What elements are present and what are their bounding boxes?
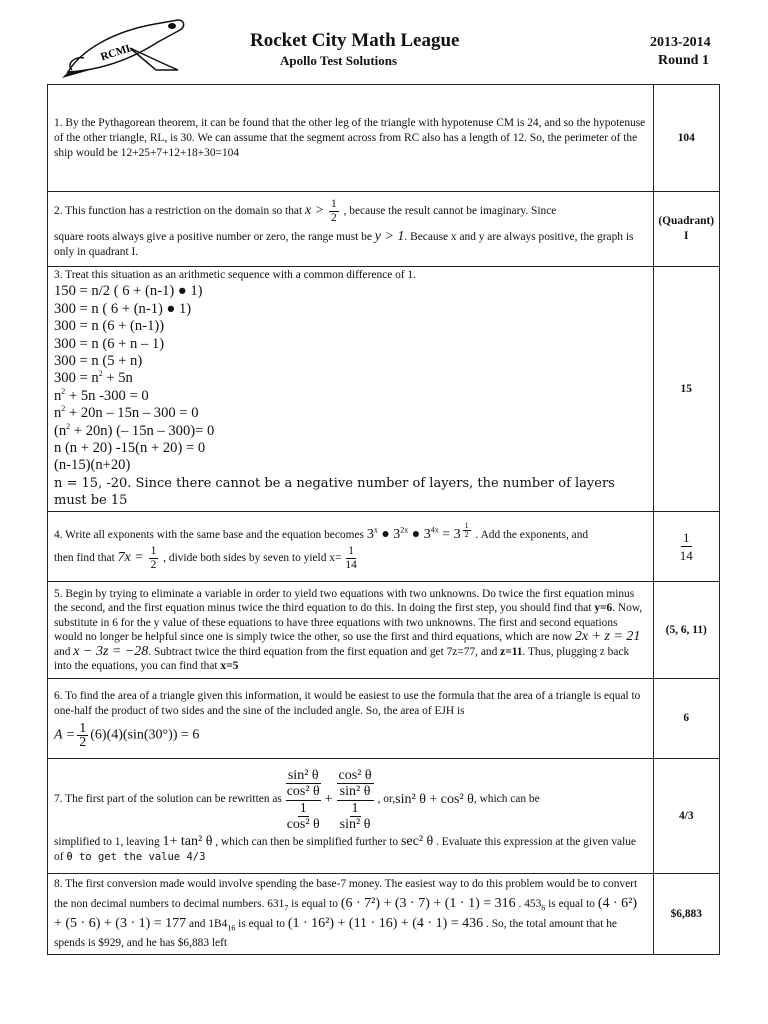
- equation-line: 300 = n ( 6 + (n-1) ● 1): [54, 300, 192, 317]
- math-expr: y > 1: [374, 229, 405, 244]
- equation-line: 300 = n (6 + n – 1): [54, 335, 165, 352]
- fraction: $\frac{1}{14}$: [345, 544, 357, 571]
- answer-cell: 4/3: [653, 759, 720, 874]
- compound-fraction: sin² θ cos² θ 1 cos² θ: [286, 767, 320, 832]
- fraction: $\frac{1}{2}$: [150, 544, 157, 571]
- solution-4-part: , divide both sides by seven to yield x=: [160, 551, 342, 564]
- equation-line: 150 = n/2 ( 6 + (n-1) ● 1): [54, 283, 203, 300]
- solution-1-text: 1. By the Pythagorean theorem, it can be found that the other leg of the triangle with hypotenuse CM is 24, and so the hypotenuse of the other triangle, RL, is 30. We can assume that the segment across from RC also has a length of 12. So, the perimeter of the ship would be 12+25+7+12+18+30=104: [54, 116, 646, 159]
- solutions-table: [47, 84, 720, 955]
- answer-cell: 6: [653, 679, 720, 759]
- page-title: Rocket City Math League: [250, 30, 460, 51]
- solution-text: [48, 267, 654, 512]
- solution-text: 7. The first part of the solution can be rewritten as sin² θ cos² θ 1 cos² θ + cos² θ sin² θ 1 sin² θ , or, sin² θ + cos² θ , which can be simplified to 1, leaving 1+ tan² θ , which can then be simplified further to sec² θ . Evaluate this expression at the given value of θ to get the value 4/3: [48, 759, 654, 874]
- solution-2-part: 2. This function has a restriction on the domain so that: [54, 205, 305, 218]
- page-subtitle: Apollo Test Solutions: [280, 53, 398, 68]
- table-row: [48, 512, 720, 582]
- conclusion-line: n = 15, -20. Since there cannot be a negative number of layers, the number of layers must be 15: [54, 475, 615, 509]
- math-expr: 7x =: [117, 549, 144, 565]
- answer-cell: [653, 192, 720, 267]
- solution-text: [48, 512, 654, 582]
- solution-text: [48, 192, 654, 267]
- table-row: [48, 874, 720, 955]
- round-label: Round 1: [658, 53, 709, 68]
- equation-line: $(n^2 + 20n)$ (– 15n – 300)= 0: [54, 421, 215, 439]
- compound-fraction: cos² θ sin² θ 1 sin² θ: [338, 767, 372, 832]
- logo-text: RCML: [99, 41, 135, 64]
- table-row: [48, 582, 720, 679]
- table-row: [48, 85, 720, 192]
- solution-text: [48, 85, 654, 192]
- answer-cell: (5, 6, 11): [653, 582, 720, 679]
- equation-line: (n-15)(n+20): [54, 457, 131, 474]
- solution-2-part: . Because x and y are always positive, the graph is only in quadrant I.: [54, 231, 634, 258]
- answer-cell: [653, 512, 720, 582]
- answer-cell: $6,883: [653, 874, 720, 955]
- answer-fraction: $\frac{1}{14}$: [679, 530, 693, 563]
- math-expr: 3$^x$ ● $3^{2x}$ ● $3^{4x} = 3$ $^{\frac{1}{2}}$: [366, 520, 469, 542]
- table-row: [48, 267, 720, 512]
- answer-cell: 104: [653, 85, 720, 192]
- math-expr: x >: [304, 203, 325, 219]
- answer-line: I: [684, 230, 689, 242]
- table-row: [48, 759, 720, 874]
- solution-4-part: . Add the exponents, and: [472, 528, 589, 541]
- equation-line: 300 = n (5 + n): [54, 352, 143, 369]
- page-header: [0, 0, 768, 84]
- equation-line: $300 = n^2 + 5n$: [54, 369, 133, 387]
- answer-line: (Quadrant): [658, 215, 715, 227]
- solution-7-part: 7. The first part of the solution can be rewritten as: [54, 793, 282, 805]
- table-row: [48, 192, 720, 267]
- area-formula: A = $\frac{1}{2}$ (6)(4)(sin(30°)) = 6: [54, 720, 200, 750]
- solution-text: [48, 679, 654, 759]
- solution-text: 5. Begin by trying to eliminate a variable in order to yield two equations with two unknowns. Do twice the first equation minus the second, and the first equation minus twice the third equation to do this. In doing the first step, you should find that y=6. Now, substitute in 6 for the y value of these equations to have three equations with two unknowns. The first and second equations would no longer be helpful since one is simply twice the other, so use the first and third equations, which are now 2x + z = 21 and x − 3z = −28. Subtract twice the third equation from the first equation and get 7z=77, and z=11. Thus, plugging z back into the equations, you can find that x=5: [48, 582, 654, 679]
- equation-line: n (n + 20) -15(n + 20) = 0: [54, 440, 206, 457]
- solution-2-part: square roots always give a positive number or zero, the range must be: [54, 231, 375, 243]
- answer-cell: 15: [653, 267, 720, 512]
- solution-text: 8. The first conversion made would involve spending the base-7 money. The easiest way to do this problem would be to convert the non decimal numbers to decimal numbers. $631_7$ is equal to (6 · 7²) + (3 · 7) + (1 · 1) = 316 . $453_6$ is equal to (4 · 6²) + (5 · 6) + (3 · 1) = 177 and $1B4_{16}$ is equal to (1 · 16²) + (11 · 16) + (4 · 1) = 436 . So, the total amount that he spends is $929, and he has $6,883 left: [48, 874, 654, 955]
- equation-line: $n^2 + 20n - 15n - 300 = 0$: [54, 404, 199, 422]
- equation-line: 300 = n (6 + (n-1)): [54, 318, 165, 335]
- fraction: $\frac{1}{2}$: [331, 198, 337, 224]
- school-year: 2013-2014: [650, 35, 711, 50]
- solution-4-part: 4. Write all exponents with the same base and the equation becomes: [54, 528, 367, 541]
- equation-line: $n^2 + 5n$ -300 = 0: [54, 386, 149, 404]
- solution-6-text: 6. To find the area of a triangle given this information, it would be easiest to use the formula that the area of a triangle is equal to one-half the product of two sides and the sine of the included angle. So, the area of EJH is: [54, 689, 641, 717]
- solution-3-intro: 3. Treat this situation as an arithmetic sequence with a common difference of 1.: [54, 269, 416, 282]
- table-row: [48, 679, 720, 759]
- solution-4-part: then find that: [54, 551, 118, 564]
- rocket-logo: [60, 12, 190, 80]
- solution-2-part: , because the result cannot be imaginary. Since: [340, 205, 557, 218]
